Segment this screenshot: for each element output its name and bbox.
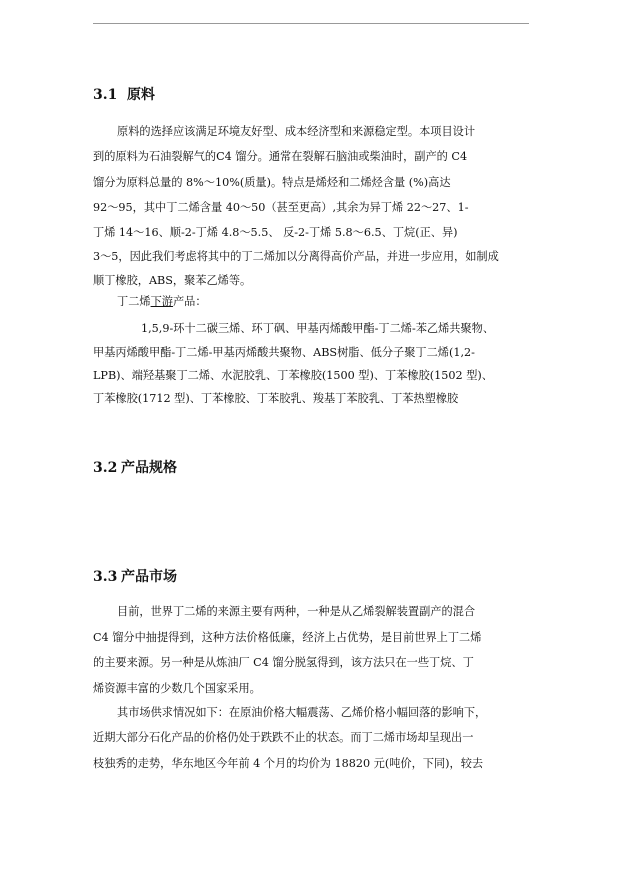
paragraph-line: 到的原料为石油裂解气的C4 馏分。通常在裂解石脑油或柴油时，副产的 C4 — [93, 150, 468, 163]
paragraph-line: 烯资源丰富的少数几个国家采用。 — [93, 682, 261, 695]
paragraph-line: 馏分为原料总量的 8%～10%(质量)。特点是烯烃和二烯烃含量 (%)高达 — [93, 176, 451, 189]
downstream-line: 1,5,9-环十二碳三烯、环丁砜、甲基丙烯酸甲酯-丁二烯-苯乙烯共聚物、 — [141, 322, 495, 335]
paragraph-line: 原料的选择应该满足环境友好型、成本经济型和来源稳定型。本项目设计 — [117, 125, 476, 138]
section-heading-3-3 — [93, 566, 177, 586]
paragraph-line: 92～95，其中丁二烯含量 40～50（甚至更高）,其余为异丁烯 22～27、1- — [93, 201, 469, 214]
section-title: 产品市场 — [121, 569, 177, 585]
paragraph-line: 3～5，因此我们考虑将其中的丁二烯加以分离得高价产品，并进一步应用，如制成 — [93, 250, 499, 263]
downstream-label: 丁二烯下游产品： — [117, 295, 207, 308]
paragraph-line: 枝独秀的走势，华东地区今年前 4 个月的均价为 18820 元(吨价，下同)，较去 — [93, 757, 484, 770]
paragraph-line: 目前，世界丁二烯的来源主要有两种，一种是从乙烯裂解装置副产的混合 — [117, 605, 476, 618]
paragraph-line: 其市场供求情况如下：在原油价格大幅震荡、乙烯价格小幅回落的影响下， — [117, 706, 487, 719]
paragraph-line: 丁烯 14～16、顺-2-丁烯 4.8～5.5、 反-2-丁烯 5.8～6.5、丁烷(正、异) — [93, 226, 458, 239]
paragraph-line: C4 馏分中抽提得到，这种方法价格低廉，经济上占优势，是目前世界上丁二烯 — [93, 631, 482, 644]
paragraph-line: 的主要来源。另一种是从炼油厂 C4 馏分脱氢得到，该方法只在一些丁烷、丁 — [93, 656, 474, 669]
downstream-line: 甲基丙烯酸甲酯-丁二烯-甲基丙烯酸共聚物、ABS树脂、低分子聚丁二烯(1,2- — [93, 346, 475, 359]
downstream-line: 丁苯橡胶(1712 型)、丁苯橡胶、丁苯胶乳、羧基丁苯胶乳、丁苯热塑橡胶 — [93, 392, 459, 405]
section-heading-3-2 — [93, 457, 177, 477]
section-title: 原料 — [127, 87, 155, 103]
section-title: 产品规格 — [121, 460, 177, 476]
paragraph-line: 近期大部分石化产品的价格仍处于跌跌不止的状态。而丁二烯市场却呈现出一 — [93, 731, 474, 744]
header-rule — [93, 23, 529, 24]
section-number: 3.3 — [93, 569, 118, 585]
section-heading-3-1 — [93, 84, 155, 104]
paragraph-line: 顺丁橡胶，ABS，聚苯乙烯等。 — [93, 274, 252, 287]
section-number: 3.1 — [93, 87, 118, 103]
section-number: 3.2 — [93, 460, 118, 476]
downstream-line: LPB)、端羟基聚丁二烯、水泥胶乳、丁苯橡胶(1500 型)、丁苯橡胶(1502 型)、 — [93, 369, 493, 382]
